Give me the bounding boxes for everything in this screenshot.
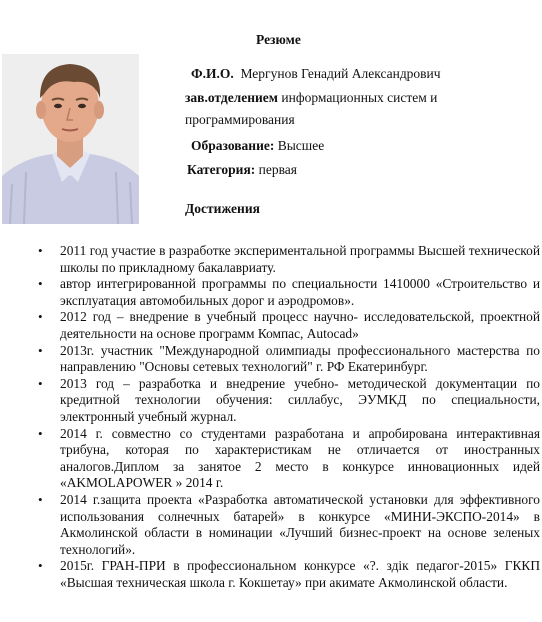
fio-label: Ф.И.О.: [191, 66, 234, 81]
education-value: Высшее: [277, 138, 325, 153]
page-title: Резюме: [256, 32, 301, 47]
list-item: • 2013 год – разработка и внедрение учебно- методической документации по кредитной технологии обучения: силлабус, ЭУМКД по специальности, электронный учебный журнал.: [16, 376, 540, 426]
list-item: • 2015г. ГРАН-ПРИ в профессиональном конкурсе «?. здік педагог-2015» ГККП «Высшая техническая школа г. Кокшетау» при акимате Акмолинской области.: [16, 558, 540, 591]
position-value-continued: программирования: [185, 112, 295, 127]
list-item: • 2014 г. совместно со студентами разработана и апробирована интерактивная трибуна, которая по характеристикам не отличается от иностранных аналогов.Диплом за занятое 2 место в конкурсе инновационных идей «AKMOLAPOWER » 2014 г.: [16, 426, 540, 492]
list-item: • 2012 год – внедрение в учебный процесс научно- исследовательской, проектной деятельности на основе программ Компас, Autocad»: [16, 309, 540, 342]
position-row: [185, 88, 437, 108]
position-row-continued: [185, 110, 295, 130]
list-item: • 2014 г.защита проекта «Разработка автоматической установки для эффективного использования солнечных батарей» в конкурсе «МИНИ-ЭКСПО-2014» в Акмолинской области в номинации «Лучший бизнес-проект на основе зеленых технологий».: [16, 492, 540, 558]
achievements-title: Достижения: [185, 201, 260, 216]
fio-row: [191, 64, 441, 84]
category-row: [187, 160, 297, 180]
list-item: • 2011 год участие в разработке экспериментальной программы Высшей технической школы по прикладному бакалавриату.: [16, 243, 540, 276]
education-label: Образование:: [191, 138, 275, 153]
profile-photo: [2, 54, 139, 224]
list-item: • 2013г. участник "Международной олимпиады профессионального мастерства по направлению "Основы сетевых технологий" г. РФ Екатеринбург.: [16, 343, 540, 376]
position-label: зав.отделением: [185, 90, 278, 105]
position-value: информационных систем и: [281, 90, 438, 105]
list-item: • автор интегрированной программы по специальности 1410000 «Строительство и эксплуатация автомобильных дорог и аэродромов».: [16, 276, 540, 309]
achievements-list: [16, 243, 540, 591]
category-label: Категория:: [187, 162, 256, 177]
fio-value: Мергунов Генадий Александрович: [240, 66, 441, 81]
education-row: [191, 136, 324, 156]
person-portrait-icon: [2, 54, 139, 224]
category-value: первая: [258, 162, 298, 177]
